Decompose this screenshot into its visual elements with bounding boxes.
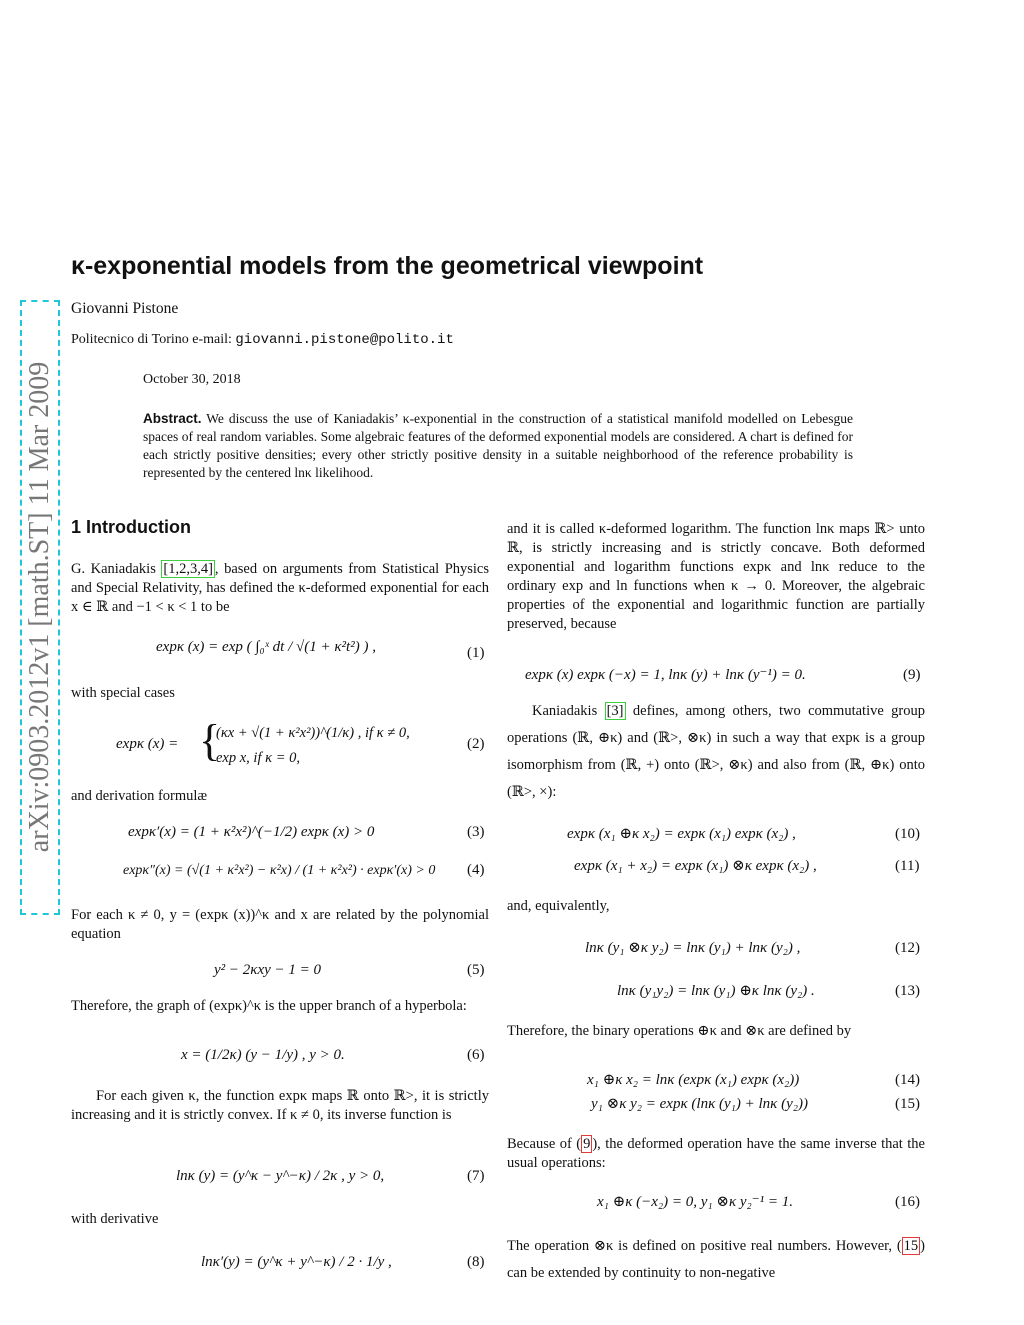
- citation-link[interactable]: [1,2,3,4]: [163, 561, 213, 577]
- equation-number: (5): [467, 962, 485, 978]
- equation-2-case-b: exp x, if κ = 0,: [216, 750, 300, 766]
- equation-number: (8): [467, 1254, 485, 1270]
- equation-number: (1): [467, 645, 485, 661]
- brace-glyph: {: [199, 716, 221, 765]
- text: , based on arguments from Statistical Physics and Special Relativity, has defined the κ-deformed exponential for each x ∈ ℝ and −1 < κ < 1 to be: [71, 561, 490, 615]
- paragraph: [507, 1233, 925, 1287]
- equation-13: lnκ (y₁y₂) = lnκ (y₁) ⊕κ lnκ (y₂) .: [617, 983, 815, 999]
- paragraph: [507, 1135, 925, 1173]
- text: Because of (: [507, 1136, 582, 1152]
- equation-number: (15): [895, 1096, 920, 1112]
- abstract-text: We discuss the use of Kaniadakis’ κ-exponential in the construction of a statistical manifold modelled on Lebesgue spaces of real random variables. Some algebraic features of the deformed exponential models are considered. A chart is defined for each strictly positive densities; every other strictly positive density in a suitable neighborhood of the reference probability is represented by the centered lnκ likelihood.: [143, 411, 854, 480]
- equation-number: (14): [895, 1072, 920, 1088]
- equation-number: (16): [895, 1194, 920, 1210]
- equation-number: (11): [895, 858, 920, 874]
- equation-number: (9): [903, 667, 921, 683]
- equation-number: (7): [467, 1168, 485, 1184]
- equation-7: lnκ (y) = (y^κ − y^−κ) / 2κ , y > 0,: [176, 1168, 385, 1184]
- equation-link[interactable]: 15: [903, 1238, 919, 1254]
- paragraph: [71, 560, 489, 617]
- text: ), the deformed operation have the same inverse that the usual operations:: [507, 1136, 925, 1171]
- equation-2-case-a: (κx + √(1 + κ²x²))^(1/κ) , if κ ≠ 0,: [216, 725, 410, 741]
- equation-9: expκ (x) expκ (−x) = 1, lnκ (y) + lnκ (y⁻¹) = 0.: [525, 667, 806, 683]
- equation-number: (4): [467, 862, 485, 878]
- affiliation-text: Politecnico di Torino e-mail:: [71, 332, 236, 347]
- paragraph: and, equivalently,: [507, 898, 610, 914]
- arxiv-stamp: arXiv:0903.2012v1 [math.ST] 11 Mar 2009: [24, 361, 55, 853]
- equation-number: (12): [895, 940, 920, 956]
- abstract: [143, 410, 853, 482]
- paragraph: [507, 698, 925, 806]
- text: Kaniadakis: [532, 703, 605, 719]
- paragraph: with derivative: [71, 1211, 159, 1227]
- paragraph: with special cases: [71, 685, 175, 701]
- equation-number: (3): [467, 824, 485, 840]
- paragraph: and derivation formulæ: [71, 788, 208, 804]
- text: The operation ⊗κ is defined on positive real numbers. However, (: [507, 1238, 902, 1254]
- section-number: 1: [71, 517, 82, 537]
- equation-11: expκ (x₁ + x₂) = expκ (x₁) ⊗κ expκ (x₂) ,: [574, 858, 817, 874]
- author: Giovanni Pistone: [71, 300, 179, 317]
- paragraph: Therefore, the graph of (expκ)^κ is the upper branch of a hyperbola:: [71, 998, 467, 1014]
- equation-number: (13): [895, 983, 920, 999]
- date: October 30, 2018: [143, 372, 241, 387]
- abstract-label: Abstract.: [143, 411, 202, 426]
- section-heading: [71, 517, 191, 538]
- equation-16: x₁ ⊕κ (−x₂) = 0, y₁ ⊗κ y₂⁻¹ = 1.: [597, 1194, 794, 1210]
- section-title: Introduction: [86, 517, 192, 537]
- equation-12: lnκ (y₁ ⊗κ y₂) = lnκ (y₁) + lnκ (y₂) ,: [585, 940, 801, 956]
- paragraph: and it is called κ-deformed logarithm. The function lnκ maps ℝ> unto ℝ, is strictly increasing and is strictly concave. Both deformed exponential and logarithm functions expκ and lnκ reduce to the ordinary exp and ln functions when κ → 0. Moreover, the algebraic properties of the exponential and logarithmic function are partially preserved, because: [507, 521, 925, 632]
- equation-5: y² − 2κxy − 1 = 0: [214, 962, 322, 978]
- equation-10: expκ (x₁ ⊕κ x₂) = expκ (x₁) expκ (x₂) ,: [567, 826, 796, 842]
- affiliation: [71, 332, 454, 348]
- equation-1: expκ (x) = exp ( ∫₀ˣ dt / √(1 + κ²t²) ) ,: [156, 639, 376, 655]
- text: G. Kaniadakis: [71, 561, 162, 577]
- paper-title: κ-exponential models from the geometrical viewpoint: [71, 252, 704, 280]
- email-link[interactable]: giovanni.pistone@polito.it: [235, 332, 454, 348]
- equation-15: y₁ ⊗κ y₂ = expκ (lnκ (y₁) + lnκ (y₂)): [591, 1096, 808, 1112]
- paragraph: Therefore, the binary operations ⊕κ and ⊗κ are defined by: [507, 1023, 852, 1039]
- paragraph: For each given κ, the function expκ maps ℝ onto ℝ>, it is strictly increasing and it is strictly convex. If κ ≠ 0, its inverse function is: [71, 1088, 489, 1123]
- equation-14: x₁ ⊕κ x₂ = lnκ (expκ (x₁) expκ (x₂)): [587, 1072, 800, 1088]
- text: defines, among others, two commutative group operations (ℝ, ⊕κ) and (ℝ>, ⊗κ) in such a way that expκ is a group isomorphism from (ℝ, +) onto (ℝ>, ⊗κ) and also from (ℝ, ⊕κ) onto (ℝ>, ×):: [507, 703, 925, 800]
- citation-link[interactable]: [3]: [606, 703, 624, 719]
- equation-2-lhs: expκ (x) =: [116, 736, 179, 752]
- equation-4: expκ″(x) = (√(1 + κ²x²) − κ²x) / (1 + κ²x²) · expκ′(x) > 0: [123, 863, 436, 878]
- paragraph: For each κ ≠ 0, y = (expκ (x))^κ and x are related by the polynomial equation: [71, 907, 489, 942]
- equation-number: (6): [467, 1047, 485, 1063]
- equation-number: (10): [895, 826, 920, 842]
- equation-3: expκ′(x) = (1 + κ²x²)^(−1/2) expκ (x) > 0: [128, 824, 375, 840]
- equation-6: x = (1/2κ) (y − 1/y) , y > 0.: [181, 1047, 345, 1063]
- equation-number: (2): [467, 736, 485, 752]
- equation-8: lnκ′(y) = (y^κ + y^−κ) / 2 · 1/y ,: [201, 1254, 392, 1270]
- text: ) can be extended by continuity to non-negative: [507, 1238, 925, 1281]
- equation-link[interactable]: 9: [583, 1136, 591, 1152]
